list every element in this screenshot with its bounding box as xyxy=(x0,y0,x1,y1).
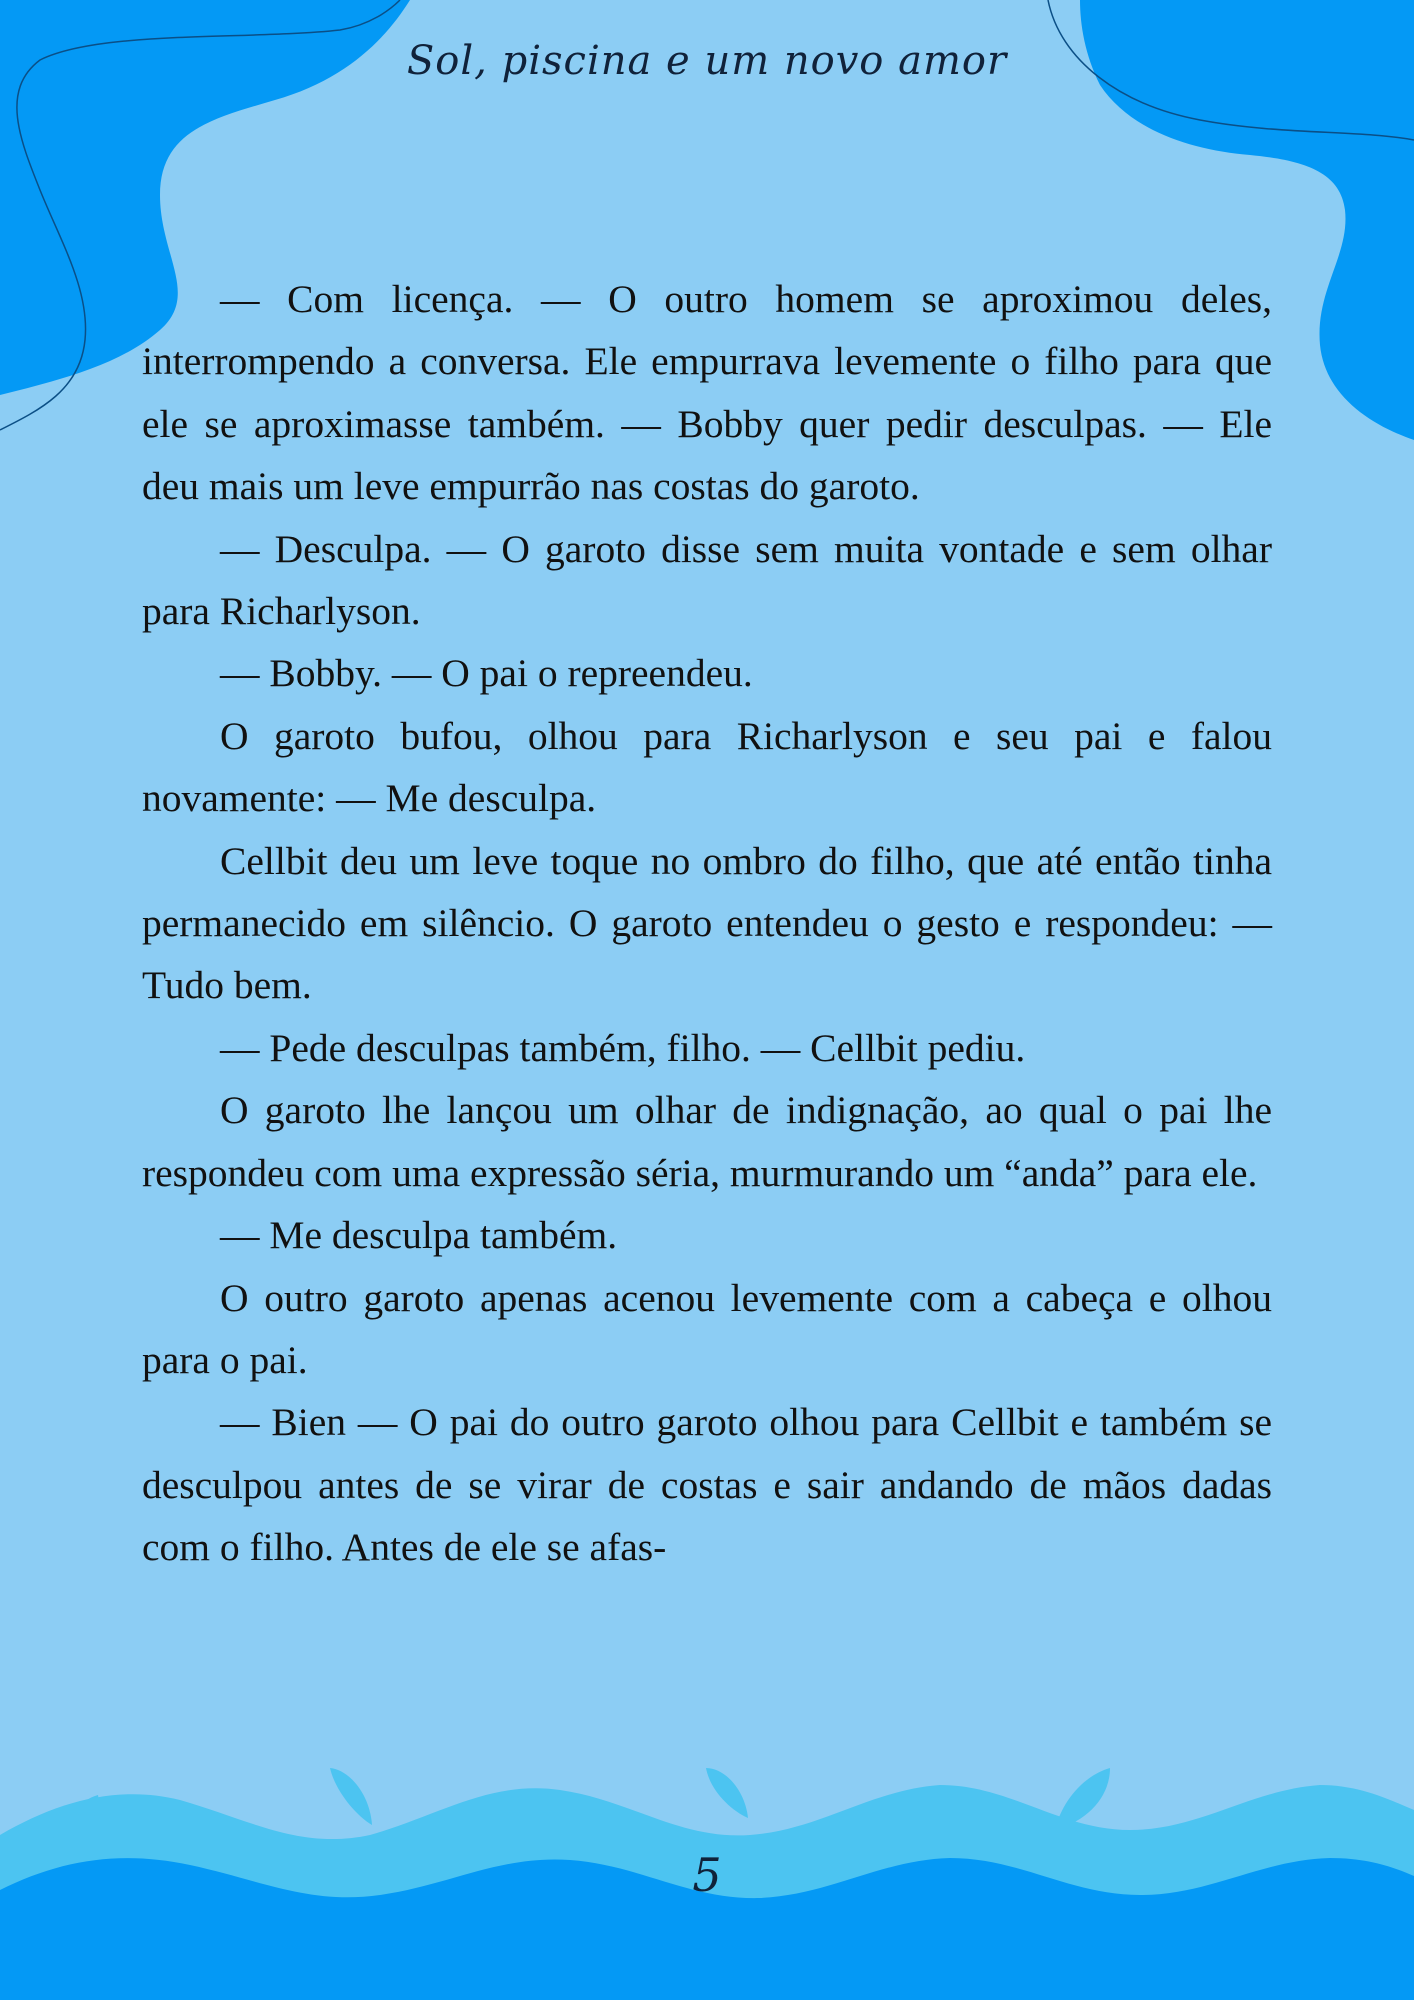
paragraph: O garoto lhe lançou um olhar de indignação, ao qual o pai lhe respondeu com uma expressão séria, murmurando um “anda” para ele. xyxy=(142,1088,1272,1195)
paragraph: — Desculpa. — O garoto disse sem muita vontade e sem olhar para Richarlyson. xyxy=(142,526,1272,634)
chapter-body-text xyxy=(142,268,1272,1579)
paragraph: O garoto bufou, olhou para Richarlyson e seu pai e falou novamente: — Me desculpa. xyxy=(142,713,1272,821)
paragraph: — Me desculpa também. xyxy=(220,1213,618,1258)
paragraph: — Pede desculpas também, filho. — Cellbit pediu. xyxy=(220,1025,1026,1070)
paragraph: Cellbit deu um leve toque no ombro do filho, que até então tinha permanecido em silêncio. O garoto entendeu o gesto e respondeu: — Tudo bem. xyxy=(142,838,1272,1008)
paragraph: O outro garoto apenas acenou levemente com a cabeça e olhou para o pai. xyxy=(142,1275,1272,1382)
paragraph: — Com licença. — O outro homem se aproximou deles, interrompendo a conversa. Ele empurrava levemente o filho para que ele se aproximasse também. — Bobby quer pedir desculpas. — Ele deu mais um leve empurrão nas costas do garoto. xyxy=(142,277,1272,509)
page-number: 5 xyxy=(692,1848,722,1902)
paragraph: — Bobby. — O pai o repreendeu. xyxy=(220,651,753,696)
paragraph: — Bien — O pai do outro garoto olhou para Cellbit e também se desculpou antes de se virar de costas e sair andando de mãos dadas com o filho. Antes de ele se afas- xyxy=(142,1400,1272,1570)
book-title-header: Sol, piscina e um novo amor xyxy=(406,38,1008,84)
